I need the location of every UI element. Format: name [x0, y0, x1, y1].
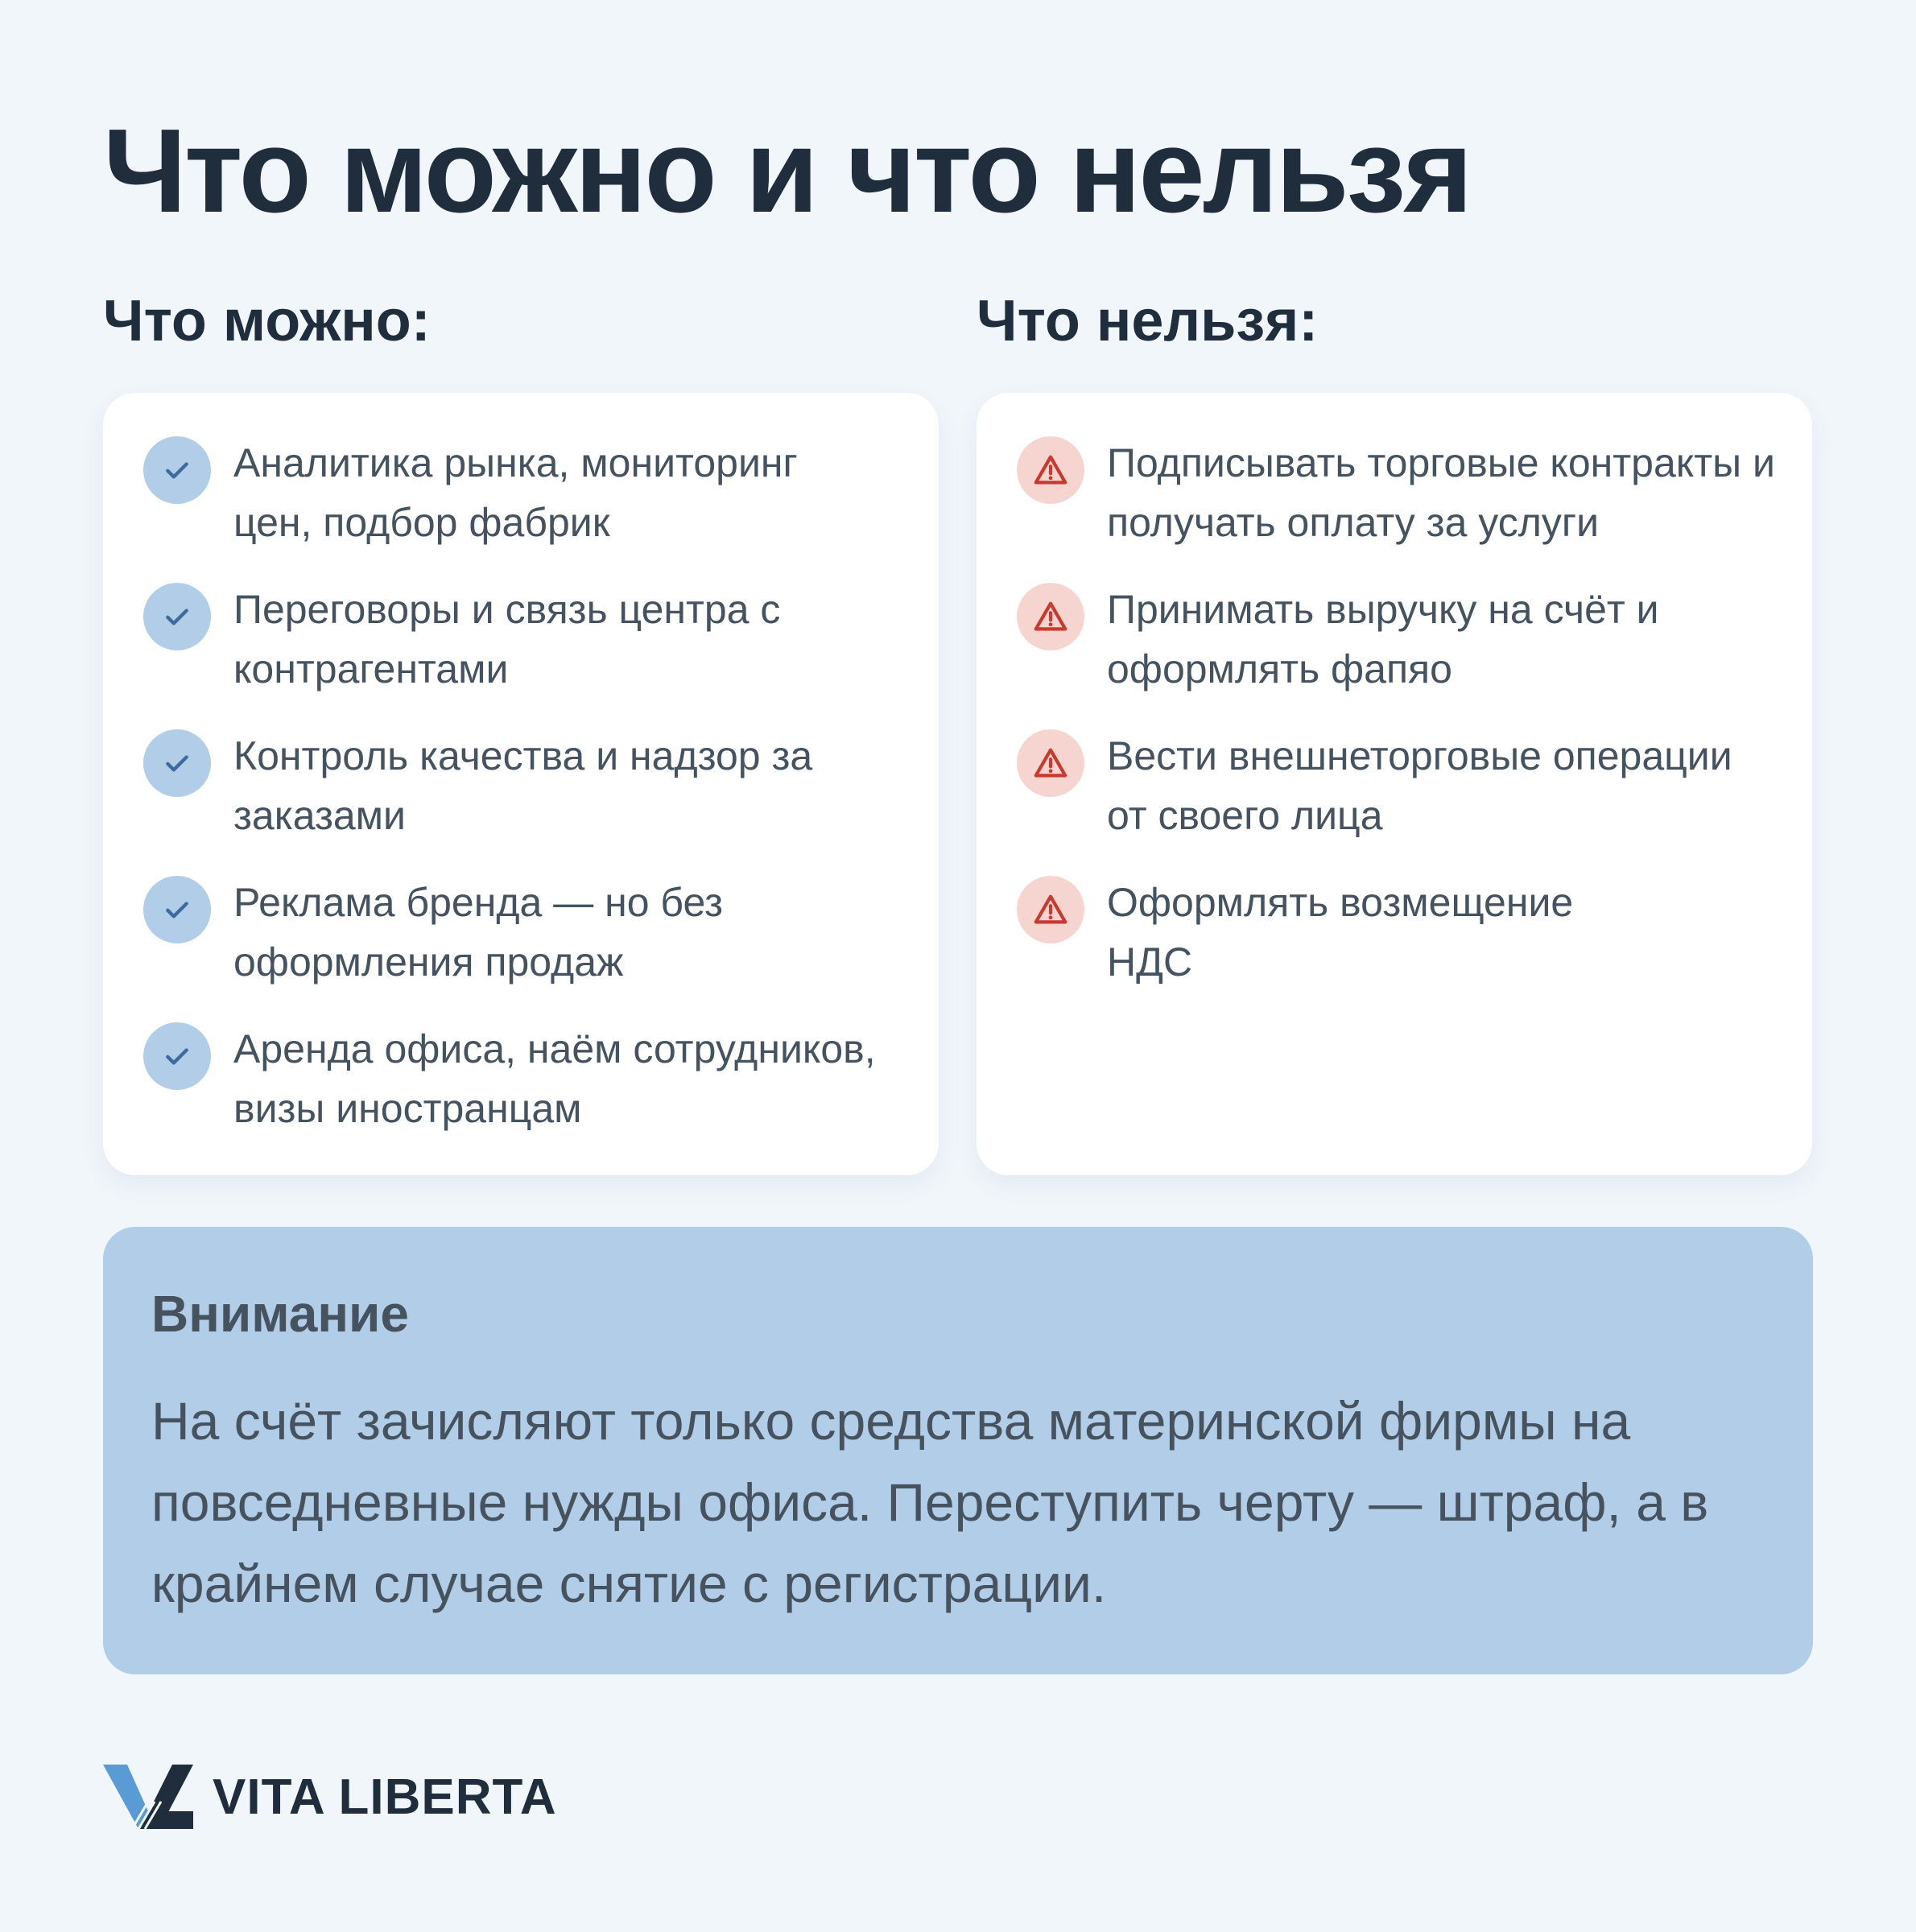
allowed-item-text: Контроль качества и надзор за заказами: [233, 733, 813, 838]
forbidden-heading: Что нельзя:: [977, 289, 1319, 353]
forbidden-item-text: Оформлять возмещение НДС: [1107, 880, 1574, 985]
check-icon: [143, 729, 211, 797]
check-icon: [143, 436, 211, 504]
forbidden-card: [977, 393, 1812, 1175]
allowed-item-text: Переговоры и связь центра с контрагентами: [233, 587, 781, 691]
page-title: Что можно и что нельзя: [103, 105, 1471, 237]
allowed-item: [143, 726, 906, 845]
check-icon: [143, 876, 211, 943]
brand-name: VITA LIBERTA: [213, 1769, 557, 1825]
forbidden-item-text: Вести внешнеторговые операции от своего лица: [1107, 733, 1732, 838]
forbidden-item: [1017, 726, 1780, 845]
allowed-item: [143, 873, 906, 992]
notice-title: Внимание: [151, 1285, 409, 1343]
allowed-card: [103, 393, 939, 1175]
vita-liberta-logo-icon: [103, 1765, 193, 1829]
allowed-heading: Что можно:: [103, 289, 431, 353]
check-icon: [143, 583, 211, 650]
allowed-item: [143, 433, 906, 552]
forbidden-list: [1017, 433, 1780, 992]
allowed-item: [143, 580, 906, 699]
warning-icon: [1017, 729, 1084, 797]
forbidden-item: [1017, 873, 1780, 992]
allowed-item-text: Аналитика рынка, мониторинг цен, подбор фабрик: [233, 440, 798, 545]
notice-box: [103, 1227, 1813, 1674]
warning-icon: [1017, 876, 1084, 943]
allowed-item-text: Аренда офиса, наём сотрудников, визы иностранцам: [233, 1026, 876, 1131]
forbidden-item-text: Подписывать торговые контракты и получать оплату за услуги: [1107, 440, 1775, 545]
forbidden-item-text: Принимать выручку на счёт и оформлять фапяо: [1107, 587, 1659, 691]
forbidden-item: [1017, 433, 1780, 552]
check-icon: [143, 1022, 211, 1090]
allowed-list: [143, 433, 906, 1138]
forbidden-item: [1017, 580, 1780, 699]
notice-text: На счёт зачисляют только средства материнской фирмы на повседневные нужды офиса. Переступить черту — штраф, а в крайнем случае снятие с регистрации.: [151, 1390, 1709, 1613]
warning-icon: [1017, 436, 1084, 504]
brand-logo: [103, 1763, 557, 1831]
warning-icon: [1017, 583, 1084, 650]
allowed-item: [143, 1019, 906, 1138]
allowed-item-text: Реклама бренда — но без оформления продаж: [233, 880, 724, 985]
